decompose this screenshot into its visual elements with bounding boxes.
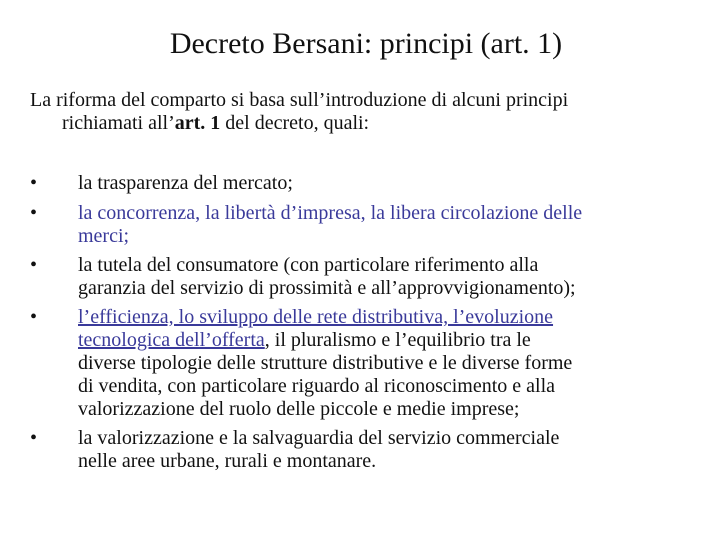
intro-line-2-start: richiamati all’ [62, 112, 175, 134]
bullet-symbol: • [30, 254, 38, 276]
bullet-line: di vendita, con particolare riguardo al riconoscimento e alla [78, 375, 556, 397]
intro-article-ref: art. 1 [174, 112, 221, 134]
bullet-symbol: • [30, 202, 38, 224]
bullet-line: garanzia del servizio di prossimità e all’approvvigionamento); [78, 277, 576, 299]
bullet-text [78, 427, 698, 473]
bullet-text [78, 306, 698, 421]
bullet-line: valorizzazione del ruolo delle piccole e medie imprese; [78, 398, 520, 420]
bullet-line: diverse tipologie delle strutture distributive e le diverse forme [78, 352, 573, 374]
bullet-text [78, 202, 698, 248]
bullet-line [78, 329, 698, 352]
bullet-line: la concorrenza, la libertà d’impresa, la libera circolazione delle [78, 202, 583, 224]
bullet-line: la tutela del consumatore (con particolare riferimento alla [78, 254, 539, 276]
bullet-text [78, 172, 698, 195]
intro-paragraph [30, 89, 700, 135]
bullet-symbol: • [30, 172, 38, 194]
bullet-symbol: • [30, 427, 38, 449]
intro-line-2 [30, 112, 700, 135]
intro-line-1: La riforma del comparto si basa sull’introduzione di alcuni principi [30, 89, 569, 111]
bullet-line-rest: , il pluralismo e l’equilibrio tra le [264, 329, 531, 351]
bullet-symbol: • [30, 306, 38, 328]
bullet-line: la valorizzazione e la salvaguardia del servizio commerciale [78, 427, 560, 449]
intro-line-2-end: del decreto, quali: [220, 112, 370, 134]
bullet-text [78, 254, 698, 300]
bullet-line-link[interactable]: l’efficienza, lo sviluppo delle rete distributiva, l’evoluzione [78, 306, 554, 328]
bullet-line: merci; [78, 225, 130, 247]
bullet-line: nelle aree urbane, rurali e montanare. [78, 450, 377, 472]
slide-title: Decreto Bersani: principi (art. 1) [169, 27, 563, 60]
bullet-inline-link[interactable]: tecnologica dell’offerta [78, 329, 265, 351]
bullet-line: la trasparenza del mercato; [78, 172, 293, 194]
